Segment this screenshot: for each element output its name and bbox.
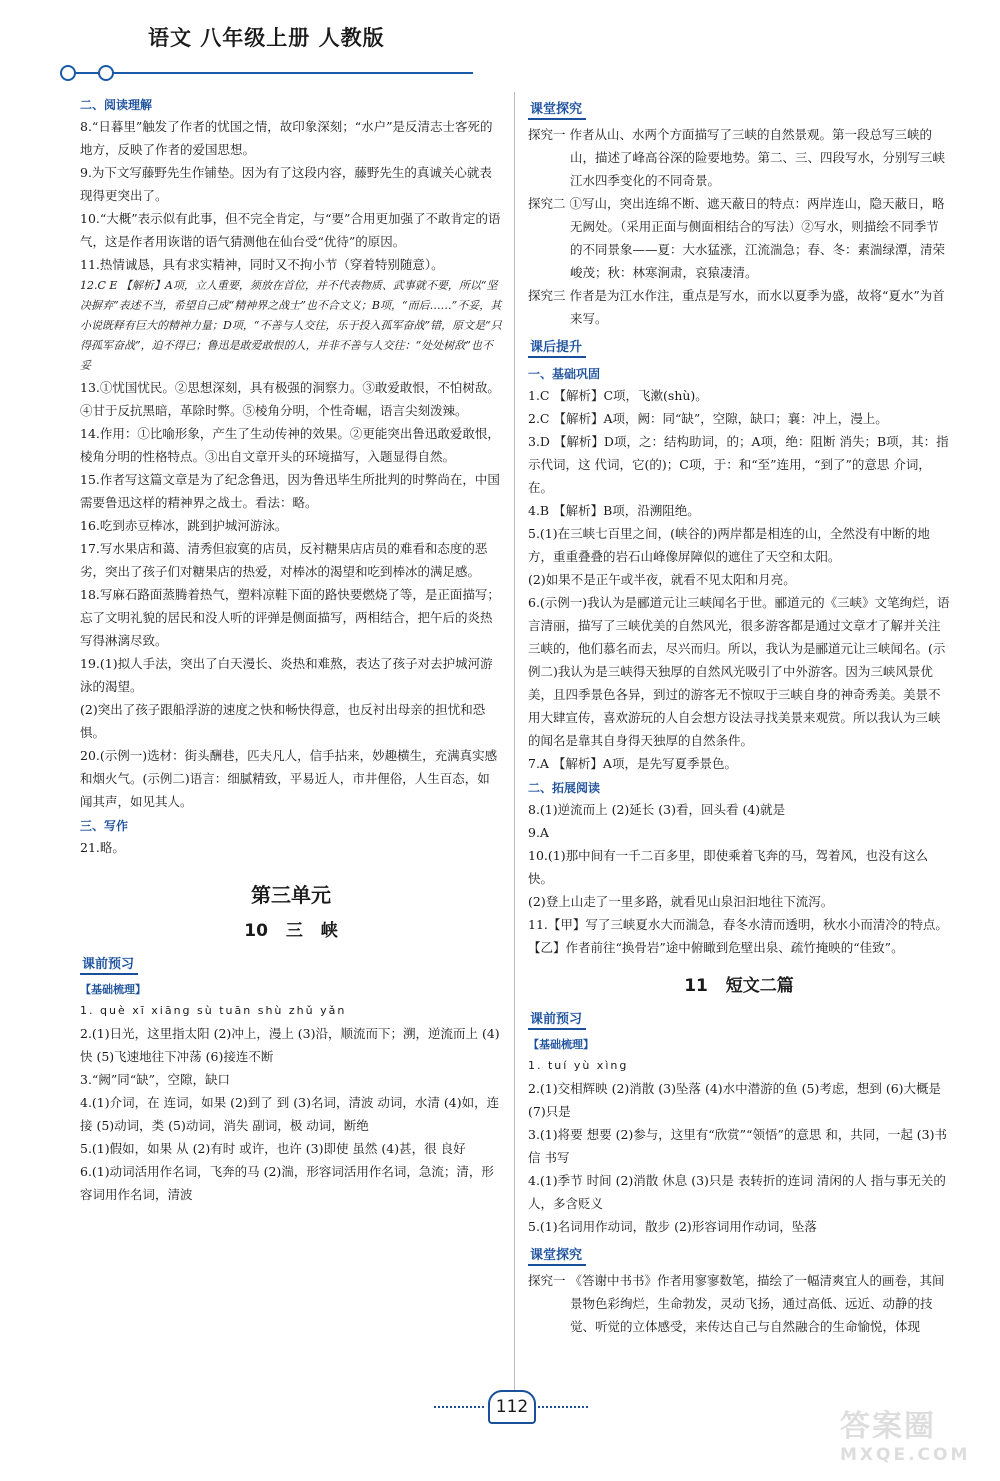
answer-item: 7.A 【解析】A项，是先写夏季景色。 — [528, 756, 737, 771]
unit-title: 第三单元 — [251, 883, 331, 907]
watermark-text: 答案圈 — [840, 1409, 936, 1444]
answer-item: 3.D 【解析】D项，之：结构助词，的；A项，绝：阻断 消失；B项，其：指示代词，这 代词，它(的)；C项，于：和“至”连用，“到了”的意思 介词，在。 — [528, 434, 949, 495]
column-divider — [514, 92, 515, 1392]
lesson-number: 10 — [244, 921, 268, 941]
footer-dots-left — [434, 1406, 484, 1408]
banner-preview: 课前预习 — [528, 1008, 586, 1030]
answer-item: 6.(1)动词活用作名词，飞奔的马 (2)湍，形容词活用作名词，急流；清，形容词用作名词，清波 — [80, 1164, 494, 1202]
answer-item: 16.吃到赤豆棒冰，跳到护城河游泳。 — [80, 518, 288, 533]
answer-item: 20.(示例一)选材：街头酬巷，匹夫凡人，信手拈来，妙趣横生，充满真实感和烟火气。(示例二)语言：细腻精致，平易近人，市井俚俗，人生百态，如闻其声，如见其人。 — [80, 748, 498, 809]
banner-preview: 课前预习 — [80, 953, 138, 975]
page-footer — [434, 1388, 614, 1428]
explore-item: 探究二 ①写山，突出连绵不断、遮天蔽日的特点：两岸连山，隐天蔽日，略无阙处。（采用正面与侧面相结合的写法）②写水，则描绘不同季节的不同景象——夏：大水猛涨，江流湍急；春、冬：素湍绿潭，清荣峻茂；秋：林寒涧肃，哀猿凄清。 — [528, 196, 946, 280]
answer-item: 3.“阙”同“缺”，空隙，缺口 — [80, 1072, 230, 1087]
answer-item: 14.作用：①比喻形象，产生了生动传神的效果。②更能突出鲁迅敢爱敢恨，棱角分明的性格特点。③出自文章开头的环境描写，入题显得自然。 — [80, 426, 500, 464]
header-title: 语文 八年级上册 人教版 — [148, 26, 385, 50]
answer-item: 2.(1)交相辉映 (2)消散 (3)坠落 (4)水中潜游的鱼 (5)考虑，想到 (6)大概是 (7)只是 — [528, 1081, 942, 1119]
answer-item: (2)如果不是正午或半夜，就看不见太阳和月亮。 — [528, 572, 796, 587]
banner-class-explore: 课堂探究 — [528, 98, 586, 120]
left-column — [80, 92, 502, 1206]
header-circle-icon — [98, 65, 114, 81]
answer-item: 9.为下文写藤野先生作铺垫。因为有了这段内容，藤野先生的真诚关心就表现得更突出了。 — [80, 165, 492, 203]
answer-item: 5.(1)在三峡七百里之间，(峡谷的)两岸都是相连的山，全然没有中断的地方，重重叠叠的岩石山峰像屏障似的遮住了天空和太阳。 — [528, 526, 930, 564]
section-writing-heading: 三、写作 — [80, 819, 129, 833]
answer-item: 18.写麻石路面蒸腾着热气，塑料凉鞋下面的路快要燃烧了等，是正面描写；忘了文明礼貌的居民和没人听的评弹是侧面描写，两相结合，把午后的炎热写得淋漓尽致。 — [80, 587, 500, 648]
answer-item: 9.A — [528, 825, 549, 840]
answer-item: 5.(1)假如，如果 从 (2)有时 或许，也许 (3)即使 虽然 (4)甚，很 良好 — [80, 1141, 466, 1156]
answer-item: 11.【甲】写了三峡夏水大而湍急，春冬水清而透明，秋水小而清冷的特点。【乙】作者前往“换骨岩”途中俯瞰到危壁出泉、疏竹掩映的“佳致”。 — [528, 917, 948, 955]
answer-item: 5.(1)名词用作动词，散步 (2)形容词用作动词，坠落 — [528, 1219, 817, 1234]
answer-item: 15.作者写这篇文章是为了纪念鲁迅，因为鲁迅毕生所批判的时弊尚在，中国需要鲁迅这样的精神界之战士。看法：略。 — [80, 472, 500, 510]
page-header — [60, 22, 470, 82]
answer-item: 6.(示例一)我认为是郦道元让三峡闻名于世。郦道元的《三峡》文笔绚烂，语言清丽，描写了三峡优美的自然风光，很多游客都是通过文章才了解并关注三峡的，他们慕名而去，尽兴而归。所以，我认为是郦道元让三峡闻名。(示例二)我认为是三峡得天独厚的自然风光吸引了中外游客。因为三峡风景优美，且四季景色各异，到过的游客无不惊叹于三峡自身的神奇秀美。美景不用大肆宣传，喜欢游玩的人自会想方设法寻找美景来观赏。所以我认为三峡的闻名是靠其自身得天独厚的自然条件。 — [528, 595, 950, 748]
answer-item: 4.B 【解析】B项，沿溯阻绝。 — [528, 503, 700, 518]
answer-item: 17.写水果店和蔼、清秀但寂寞的店员，反衬糖果店店员的难看和态度的恶劣，突出了孩子们对糖果店的热爱，对棒冰的渴望和吃到棒冰的满足感。 — [80, 541, 488, 579]
answer-item-analysis: 12.C E 【解析】A项，立人重要，须放在首位，并不代表物质、武事就不要，所以“坚决摒弃”表述不当，希望自己成“精神界之战士”也不合文义；B项，“而后……”不妥，其小说既释有巨大的精神力量；D项，“不善与人交往，乐于投入孤军奋战”错，原文是“只得孤军奋战”，迫不得已；鲁迅是敢爱敢恨的人，并非不善与人交往：“处处树敌”也不妥 — [80, 279, 502, 372]
section-extended-heading: 二、拓展阅读 — [528, 781, 601, 795]
answer-item: (2)突出了孩子跟船浮游的速度之快和畅快得意，也反衬出母亲的担忧和恐惧。 — [80, 702, 486, 740]
header-circle-icon — [60, 65, 76, 81]
answer-item: 13.①忧国忧民。②思想深刻，具有极强的洞察力。③敢爱敢恨，不怕树敌。④甘于反抗黑暗，革除时弊。⑤棱角分明，个性奇崛，语言尖刻泼辣。 — [80, 380, 500, 418]
watermark-logo — [840, 1401, 990, 1471]
answer-item: (2)登上山走了一里多路，就看见山泉汩汩地往下流泻。 — [528, 894, 834, 909]
right-column — [528, 92, 950, 1338]
answer-item: 21.略。 — [80, 840, 125, 855]
lesson-name-part: 三 — [285, 921, 303, 941]
section-reading-heading: 二、阅读理解 — [80, 98, 153, 112]
sub-heading-basic: 【基础梳理】 — [528, 1038, 594, 1051]
answer-item: 1.C 【解析】C项，飞漱(shù)。 — [528, 388, 708, 403]
explore-item: 探究一 作者从山、水两个方面描写了三峡的自然景观。第一段总写三峡的山，描述了峰高谷深的险要地势。第二、三、四段写水，分别写三峡江水四季变化的不同奇景。 — [528, 127, 946, 188]
answer-item: 10.(1)那中间有一千二百多里，即使乘着飞奔的马，驾着风，也没有这么快。 — [528, 848, 929, 886]
answer-item: 10.“大概”表示似有此事，但不完全肯定，与“要”合用更加强了不敢肯定的语气，这是作者用诙谐的语气猜测他在仙台受“优待”的原因。 — [80, 211, 501, 249]
watermark-url: MXQE.COM — [840, 1445, 971, 1465]
banner-after-class: 课后提升 — [528, 336, 586, 358]
answer-item: 19.(1)拟人手法，突出了白天漫长、炎热和难熬，表达了孩子对去护城河游泳的渴望。 — [80, 656, 493, 694]
answer-item: 4.(1)季节 时间 (2)消散 休息 (3)只是 表转折的连词 清闲的人 指与事无关的人，多含贬义 — [528, 1173, 946, 1211]
explore-item: 探究一 《答谢中书书》作者用寥寥数笔，描绘了一幅清爽宜人的画卷，其间景物色彩绚烂，生命勃发，灵动飞扬，通过高低、远近、动静的技觉、听觉的立体感受，来传达自己与自然融合的生命愉悦，体现 — [528, 1273, 945, 1334]
section-basic-heading: 一、基础巩固 — [528, 367, 601, 381]
answer-item: 3.(1)将要 想要 (2)参与，这里有“欣赏”“领悟”的意思 和，共同，一起 (3)书信 书写 — [528, 1127, 948, 1165]
banner-class-explore: 课堂探究 — [528, 1244, 586, 1266]
answer-item: 8.“日暮里”触发了作者的忧国之情，故印象深刻；“水户”是反清志士客死的地方，反映了作者的爱国思想。 — [80, 119, 493, 157]
explore-item: 探究三 作者是为江水作注，重点是写水，而水以夏季为盛，故将“夏水”为首来写。 — [528, 288, 945, 326]
lesson-title — [80, 916, 502, 941]
answer-item: 11.热情诚恳，具有求实精神，同时又不拘小节（穿着特别随意）。 — [80, 257, 444, 272]
answer-item: 8.(1)逆流而上 (2)延长 (3)看，回头看 (4)就是 — [528, 802, 786, 817]
lesson-name: 短文二篇 — [725, 976, 794, 996]
lesson-number: 11 — [684, 976, 708, 996]
answer-item: 4.(1)介词，在 连词，如果 (2)到了 到 (3)名词，清波 动词，水清 (4)如，连接 (5)动词，类 (5)动词，消失 副词，极 动词，断绝 — [80, 1095, 500, 1133]
answer-item: 2.C 【解析】A项，阙：同“缺”，空隙，缺口；襄：冲上，漫上。 — [528, 411, 888, 426]
footer-dots-right — [538, 1406, 588, 1408]
sub-heading-basic: 【基础梳理】 — [80, 983, 146, 996]
pinyin-answer: 1. tuí yù xìng — [528, 1059, 629, 1072]
page-number: 112 — [488, 1390, 536, 1424]
header-rule — [68, 72, 473, 74]
lesson-title — [528, 971, 950, 996]
answer-item: 2.(1)日光，这里指太阳 (2)冲上，漫上 (3)沿，顺流而下；溯，逆流而上 (4)快 (5)飞速地往下冲荡 (6)接连不断 — [80, 1026, 500, 1064]
pinyin-answer: 1. què xī xiāng sù tuān shù zhǔ yǎn — [80, 1004, 347, 1017]
lesson-name-part: 峡 — [320, 921, 338, 941]
